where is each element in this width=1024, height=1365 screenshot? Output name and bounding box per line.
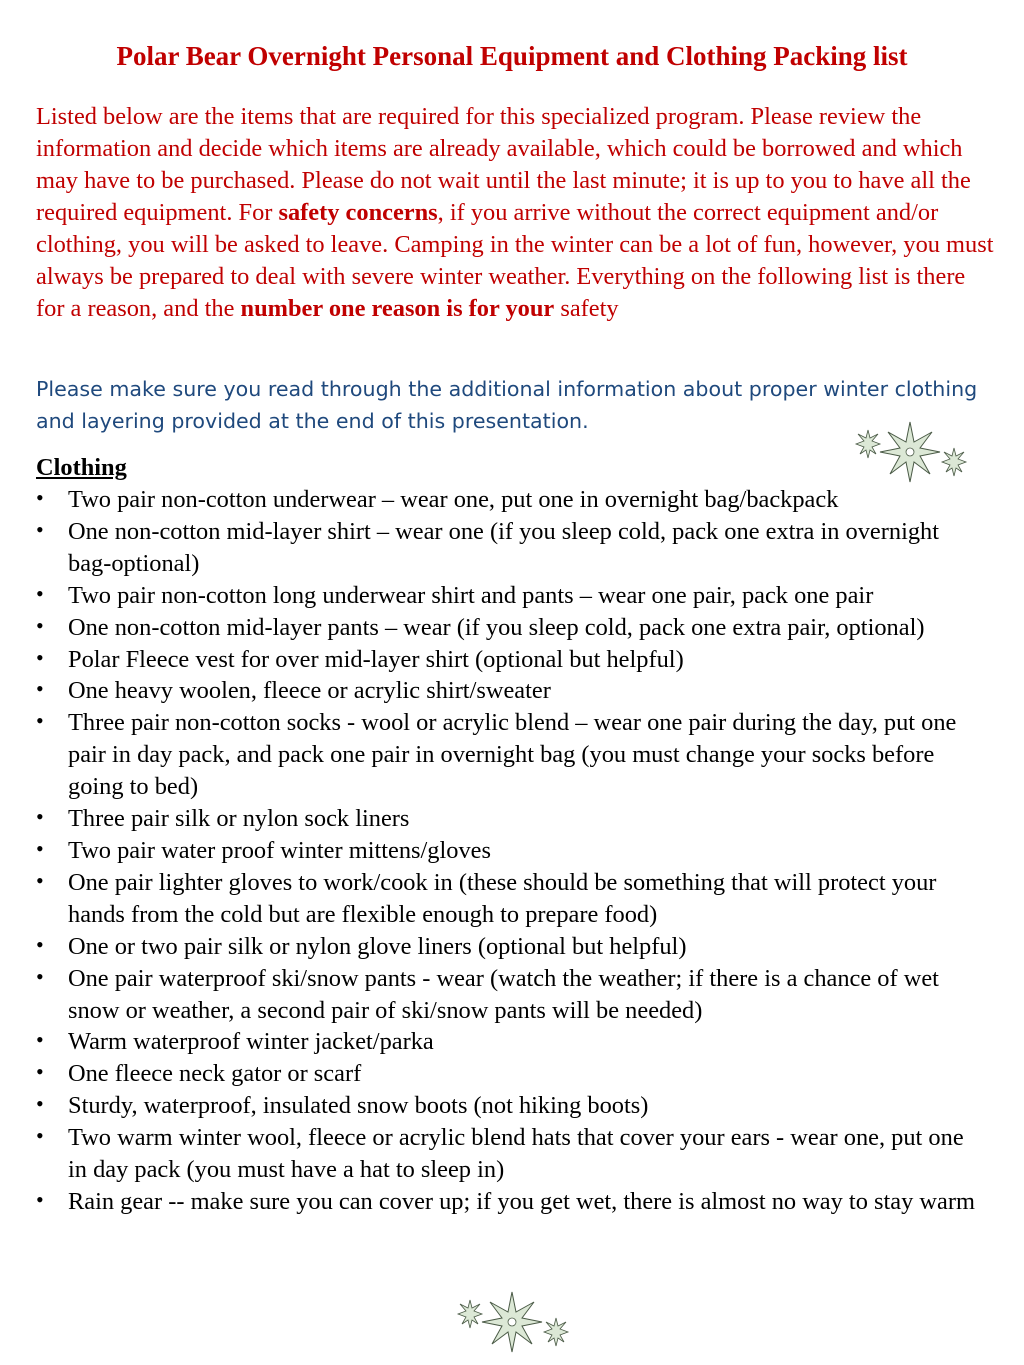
list-item bbox=[36, 1186, 981, 1218]
bullet-icon: • bbox=[36, 485, 44, 510]
list-item-text: One pair lighter gloves to work/cook in (these should be something that will protect your hands from the cold but are flexible enough to prepare food) bbox=[68, 868, 937, 928]
snowflake-small-right-icon bbox=[544, 1318, 568, 1346]
intro-text-2: , if you arrive without the correct equipment and/or clothing, you will be asked to leave. Camping in the winter can be a lot of fun, however, you must always be prepared to deal with severe winter weather. Everything on the following list is there for a reason, and the bbox=[36, 199, 994, 322]
bullet-icon: • bbox=[36, 931, 44, 957]
bullet-icon: • bbox=[36, 1186, 44, 1212]
list-item-text: Two pair non-cotton underwear – wear one, put one in overnight bag/backpack bbox=[68, 486, 839, 513]
list-item bbox=[36, 580, 981, 612]
layering-note: Please make sure you read through the additional information about proper winter clothing and layering provided at the end of this presentation. bbox=[36, 377, 978, 433]
list-item-text: Polar Fleece vest for over mid-layer shirt (optional but helpful) bbox=[68, 645, 684, 673]
snowflake-cluster-bottom-icon bbox=[450, 1288, 574, 1354]
snowflake-small-left-icon bbox=[856, 430, 880, 458]
list-item bbox=[36, 1090, 981, 1122]
list-item bbox=[36, 707, 981, 803]
list-item bbox=[36, 963, 981, 1027]
bullet-icon: • bbox=[36, 804, 44, 830]
list-item bbox=[36, 1058, 981, 1090]
list-item bbox=[36, 835, 981, 867]
list-item-text: Two pair non-cotton long underwear shirt and pants – wear one pair, pack one pair bbox=[68, 581, 874, 609]
snowflake-large-icon bbox=[482, 1292, 542, 1352]
intro-paragraph bbox=[36, 101, 996, 325]
list-item bbox=[36, 484, 981, 516]
bullet-icon: • bbox=[36, 867, 44, 893]
list-item-text: Three pair silk or nylon sock liners bbox=[68, 805, 410, 833]
list-item bbox=[36, 867, 981, 931]
list-item-text: One non-cotton mid-layer shirt – wear one (if you sleep cold, pack one extra in overnight bag-optional) bbox=[68, 517, 940, 577]
snowflake-large-icon bbox=[880, 422, 940, 482]
bullet-icon: • bbox=[36, 516, 44, 542]
list-item-text: Three pair non-cotton socks - wool or acrylic blend – wear one pair during the day, put one pair in day pack, and pack one pair in overnight bag (you must change your socks before going to bed) bbox=[68, 709, 957, 801]
page-title: Polar Bear Overnight Personal Equipment and Clothing Packing list bbox=[116, 41, 908, 71]
bullet-icon: • bbox=[36, 1091, 44, 1117]
intro-text-1: Listed below are the items that are required for this specialized program. Please review the information and decide which items are already available, which could be borrowed and which may have to be purchased. Please do not wait until the last minute; it is up to you to have all the required equipment. For bbox=[36, 103, 971, 226]
bullet-icon: • bbox=[36, 612, 44, 638]
list-item-text: Rain gear -- make sure you can cover up; if you get wet, there is almost no way to stay warm bbox=[68, 1187, 975, 1215]
list-item bbox=[36, 803, 981, 835]
bullet-icon: • bbox=[36, 580, 44, 606]
bullet-icon: • bbox=[36, 963, 44, 989]
list-item bbox=[36, 1026, 981, 1058]
intro-bold-number-one-reason: number one reason is for your bbox=[240, 295, 555, 322]
list-item-text: One pair waterproof ski/snow pants - wear (watch the weather; if there is a chance of wet snow or weather, a second pair of ski/snow pants will be needed) bbox=[68, 964, 939, 1024]
list-item-text: Sturdy, waterproof, insulated snow boots (not hiking boots) bbox=[68, 1092, 649, 1120]
snowflake-small-left-icon bbox=[458, 1300, 482, 1328]
list-item-text: Two pair water proof winter mittens/gloves bbox=[68, 836, 491, 864]
list-item-text: One or two pair silk or nylon glove liners (optional but helpful) bbox=[68, 932, 687, 960]
list-item bbox=[36, 516, 981, 580]
list-item bbox=[36, 612, 981, 644]
clothing-list bbox=[36, 484, 981, 1218]
snowflake-small-right-icon bbox=[942, 448, 966, 476]
bullet-icon: • bbox=[36, 644, 44, 670]
list-item-text: One heavy woolen, fleece or acrylic shirt/sweater bbox=[68, 677, 551, 705]
section-heading-clothing: Clothing bbox=[36, 454, 127, 481]
list-item-text: Warm waterproof winter jacket/parka bbox=[68, 1028, 434, 1056]
intro-bold-safety-concerns: safety concerns bbox=[278, 199, 438, 226]
list-item-text: One non-cotton mid-layer pants – wear (if you sleep cold, pack one extra pair, optional) bbox=[68, 613, 925, 641]
snowflake-cluster-icon bbox=[848, 418, 972, 484]
list-item bbox=[36, 675, 981, 707]
bullet-icon: • bbox=[36, 676, 44, 702]
intro-text-3: safety bbox=[554, 295, 619, 322]
list-item bbox=[36, 644, 981, 676]
bullet-icon: • bbox=[36, 1059, 44, 1085]
bullet-icon: • bbox=[36, 708, 44, 734]
list-item bbox=[36, 931, 981, 963]
bullet-icon: • bbox=[36, 1123, 44, 1149]
list-item-text: One fleece neck gator or scarf bbox=[68, 1060, 362, 1088]
list-item bbox=[36, 1122, 981, 1186]
bullet-icon: • bbox=[36, 1027, 44, 1053]
list-item-text: Two warm winter wool, fleece or acrylic blend hats that cover your ears - wear one, put one in day pack (you must have a hat to sleep in) bbox=[68, 1124, 964, 1184]
bullet-icon: • bbox=[36, 835, 44, 861]
